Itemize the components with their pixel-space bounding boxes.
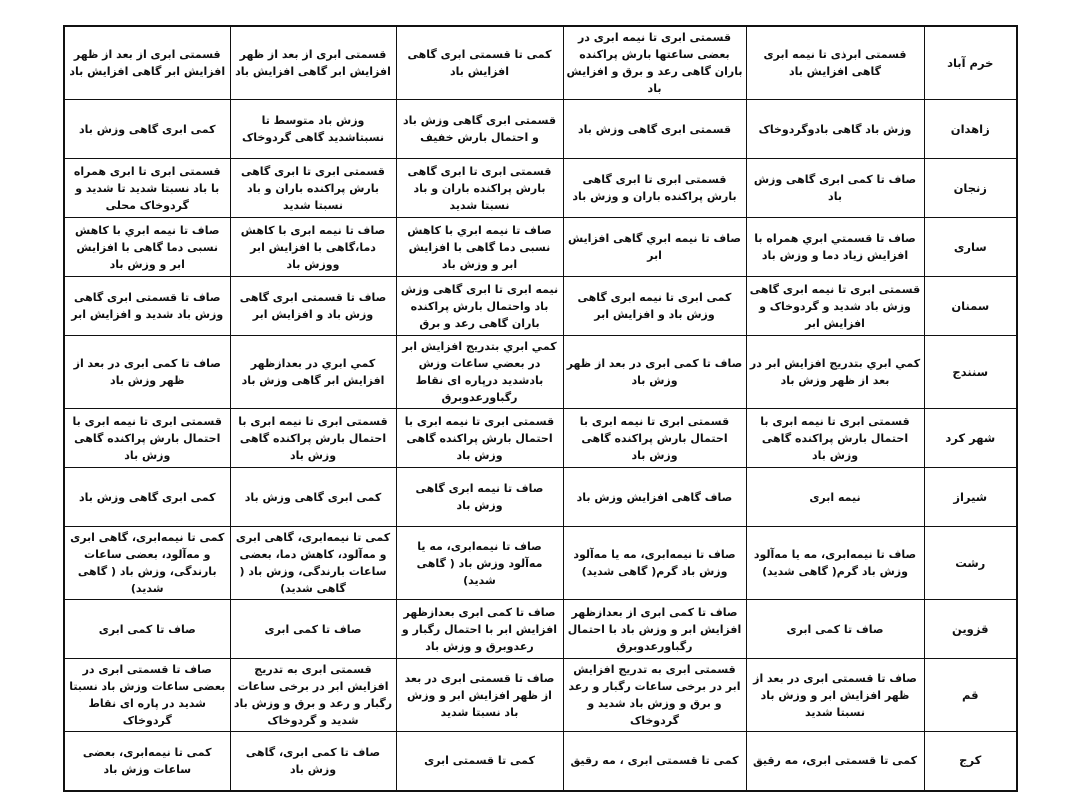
table-row: [64, 600, 1017, 659]
city-name-cell: شهر کرد: [924, 409, 1017, 468]
forecast-cell-d3: صاف تا نیمه ابري با کاهش نسبی دما گاهی با افزایش ابر و وزش باد: [396, 218, 563, 277]
city-name-cell: کرج: [924, 732, 1017, 791]
forecast-cell-d2: صاف تا کمی ابری در بعد از ظهر وزش باد: [563, 336, 746, 409]
forecast-cell-d2: قسمتی ابری تا نیمه ابری در بعضی ساعتها بارش پراکنده باران گاهی رعد و برق و افزایش باد: [563, 26, 746, 100]
forecast-cell-d2: قسمتی ابری تا ابری گاهی بارش پراکنده باران و وزش باد: [563, 159, 746, 218]
forecast-cell-d4: کمی تا نیمه‌ابری، گاهی ابری و مه‌آلود، کاهش دما، بعضی ساعات بارندگی، وزش باد ( گاهی شدید): [230, 527, 396, 600]
forecast-cell-d3: صاف تا نیمه‌ابری، مه یا مه‌آلود وزش باد ( گاهی شدید): [396, 527, 563, 600]
forecast-cell-d2: صاف گاهی افزایش وزش باد: [563, 468, 746, 527]
table-row: [64, 336, 1017, 409]
forecast-cell-d2: قسمتی ابری به تدریج افزایش ابر در برخی ساعات رگبار و رعد و برق و وزش باد شدید و گردوخاک: [563, 659, 746, 732]
forecast-cell-d4: صاف تا کمی ابری: [230, 600, 396, 659]
forecast-cell-d5: صاف تا قسمتی ابری گاهی وزش باد شدید و افزایش ابر: [64, 277, 230, 336]
forecast-cell-d1: صاف تا کمی ابری: [746, 600, 924, 659]
city-name-cell: زنجان: [924, 159, 1017, 218]
forecast-cell-d2: کمی ابری تا نیمه ابری گاهی وزش باد و افزایش ابر: [563, 277, 746, 336]
table-row: [64, 409, 1017, 468]
forecast-cell-d4: صاف تا قسمتی ابری گاهی وزش باد و افزایش ابر: [230, 277, 396, 336]
forecast-cell-d5: صاف تا قسمتی ابری در بعضی ساعات وزش باد نسبتا شدید در پاره ای نقاط گردوخاک: [64, 659, 230, 732]
forecast-cell-d1: صاف تا نیمه‌ابری، مه یا مه‌آلود وزش باد گرم( گاهی شدید): [746, 527, 924, 600]
forecast-cell-d4: كمي ابري در بعدازظهر افزايش ابر گاهی وزش باد: [230, 336, 396, 409]
table-row: [64, 159, 1017, 218]
forecast-table-body: [64, 26, 1017, 791]
forecast-cell-d5: صاف تا کمی ابری: [64, 600, 230, 659]
city-name-cell: شیراز: [924, 468, 1017, 527]
forecast-cell-d2: صاف تا کمی ابری از بعدازظهر افزایش ابر و وزش باد با احتمال رگباورعدوبرق: [563, 600, 746, 659]
forecast-cell-d3: كمي ابري بتدريج افزايش ابر در بعضي ساعات وزش بادشديد درپاره ای نقاط رگباورعدوبرق: [396, 336, 563, 409]
forecast-cell-d4: قسمتی ابری به تدریج افزایش ابر در برخی ساعات رگبار و رعد و برق و وزش باد شدید و گردوخاک: [230, 659, 396, 732]
forecast-cell-d5: صاف تا کمی ابری در بعد از ظهر وزش باد: [64, 336, 230, 409]
forecast-cell-d5: قسمتی ابری تا نیمه ابری با احتمال بارش پراکنده گاهی وزش باد: [64, 409, 230, 468]
city-name-cell: زاهدان: [924, 100, 1017, 159]
forecast-cell-d5: کمی تا نیمه‌ابری، گاهی ابری و مه‌آلود، بعضی ساعات بارندگی، وزش باد ( گاهی شدید): [64, 527, 230, 600]
city-name-cell: سمنان: [924, 277, 1017, 336]
forecast-cell-d2: قسمتی ابری گاهی وزش باد: [563, 100, 746, 159]
forecast-cell-d4: صاف تا کمی ابری، گاهی وزش باد: [230, 732, 396, 791]
forecast-cell-d1: کمی تا قسمتی ابری، مه رقیق: [746, 732, 924, 791]
forecast-cell-d5: قسمتی ابری تا ابری همراه با باد نسبتا شدید تا شدید و گردوخاک محلی: [64, 159, 230, 218]
table-row: [64, 277, 1017, 336]
forecast-cell-d3: کمی تا قسمتی ابری گاهی افزایش باد: [396, 26, 563, 100]
forecast-cell-d4: قسمتی ابری تا نیمه ابری با احتمال بارش پراکنده گاهی وزش باد: [230, 409, 396, 468]
forecast-cell-d3: نیمه ابری تا ابری گاهی وزش باد واحتمال بارش پراکنده باران گاهی رعد و برق: [396, 277, 563, 336]
table-row: [64, 659, 1017, 732]
forecast-cell-d4: کمی ابری گاهی وزش باد: [230, 468, 396, 527]
forecast-cell-d5: کمی ابری گاهی وزش باد: [64, 100, 230, 159]
city-name-cell: ساری: [924, 218, 1017, 277]
forecast-cell-d2: صاف تا نیمه ابري گاهی افزایش ابر: [563, 218, 746, 277]
forecast-cell-d5: کمی تا نیمه‌ابری، بعضی ساعات وزش باد: [64, 732, 230, 791]
forecast-cell-d5: صاف تا نیمه ابري با کاهش نسبی دما گاهی با افزایش ابر و وزش باد: [64, 218, 230, 277]
table-row: [64, 218, 1017, 277]
forecast-cell-d4: صاف تا نیمه ابری با کاهش دما،گاهی با افزایش ابر ووزش باد: [230, 218, 396, 277]
table-row: [64, 468, 1017, 527]
table-row: [64, 527, 1017, 600]
forecast-cell-d1: قسمتی ابری تا نیمه ابری با احتمال بارش پراکنده گاهی وزش باد: [746, 409, 924, 468]
forecast-cell-d2: صاف تا نیمه‌ابری، مه یا مه‌آلود وزش باد گرم( گاهی شدید): [563, 527, 746, 600]
forecast-cell-d3: صاف تا نیمه ابری گاهی وزش باد: [396, 468, 563, 527]
forecast-cell-d4: وزش باد متوسط تا نسبتاشدید گاهی گردوخاک: [230, 100, 396, 159]
forecast-cell-d1: صاف تا قسمتي ابري همراه با افزايش زياد دما و وزش باد: [746, 218, 924, 277]
forecast-cell-d5: کمی ابری گاهی وزش باد: [64, 468, 230, 527]
forecast-cell-d2: کمی تا قسمتی ابری ، مه رقیق: [563, 732, 746, 791]
table-row: [64, 732, 1017, 791]
forecast-cell-d1: صاف تا کمی ابری گاهی وزش باد: [746, 159, 924, 218]
forecast-cell-d1: قسمتی ابرذی تا نیمه ابری گاهی افزایش باد: [746, 26, 924, 100]
city-name-cell: سنندج: [924, 336, 1017, 409]
table-row: [64, 26, 1017, 100]
forecast-cell-d4: قسمتی ابری تا ابری گاهی بارش پراکنده باران و باد نسبتا شدید: [230, 159, 396, 218]
forecast-cell-d3: صاف تا کمی ابری بعدازظهر افزایش ابر با احتمال رگبار و رعدوبرق و وزش باد: [396, 600, 563, 659]
forecast-cell-d1: صاف تا قسمتی ابری در بعد از ظهر افزایش ابر و وزش باد نسبتا شدید: [746, 659, 924, 732]
city-name-cell: رشت: [924, 527, 1017, 600]
forecast-cell-d3: قسمتی ابری تا نیمه ابری با احتمال بارش پراکنده گاهی وزش باد: [396, 409, 563, 468]
city-name-cell: قم: [924, 659, 1017, 732]
forecast-cell-d1: قسمتی ابری تا نیمه ابری گاهی وزش باد شدید و گردوخاک و افزایش ابر: [746, 277, 924, 336]
forecast-cell-d5: قسمتی ابری از بعد از ظهر افزایش ابر گاهی افزایش باد: [64, 26, 230, 100]
forecast-cell-d3: قسمتی ابری تا ابری گاهی بارش پراکنده باران و باد نسبتا شدید: [396, 159, 563, 218]
forecast-cell-d3: صاف تا قسمتی ابری در بعد از ظهر افزایش ابر و وزش باد نسبتا شدید: [396, 659, 563, 732]
forecast-cell-d3: قسمتی ابری گاهی وزش باد و احتمال بارش خفیف: [396, 100, 563, 159]
forecast-cell-d2: قسمتی ابری تا نیمه ابری با احتمال بارش پراکنده گاهی وزش باد: [563, 409, 746, 468]
forecast-cell-d1: كمي ابري بتدريج افزايش ابر در بعد از ظهر وزش باد: [746, 336, 924, 409]
city-name-cell: خرم آباد: [924, 26, 1017, 100]
table-row: [64, 100, 1017, 159]
city-name-cell: قزوین: [924, 600, 1017, 659]
weather-forecast-table: [63, 25, 1018, 792]
forecast-cell-d1: وزش باد گاهی بادوگردوخاک: [746, 100, 924, 159]
forecast-cell-d4: قسمتی ابری از بعد از ظهر افزایش ابر گاهی افزایش باد: [230, 26, 396, 100]
forecast-cell-d3: کمی تا قسمتی ابری: [396, 732, 563, 791]
forecast-cell-d1: نیمه ابری: [746, 468, 924, 527]
